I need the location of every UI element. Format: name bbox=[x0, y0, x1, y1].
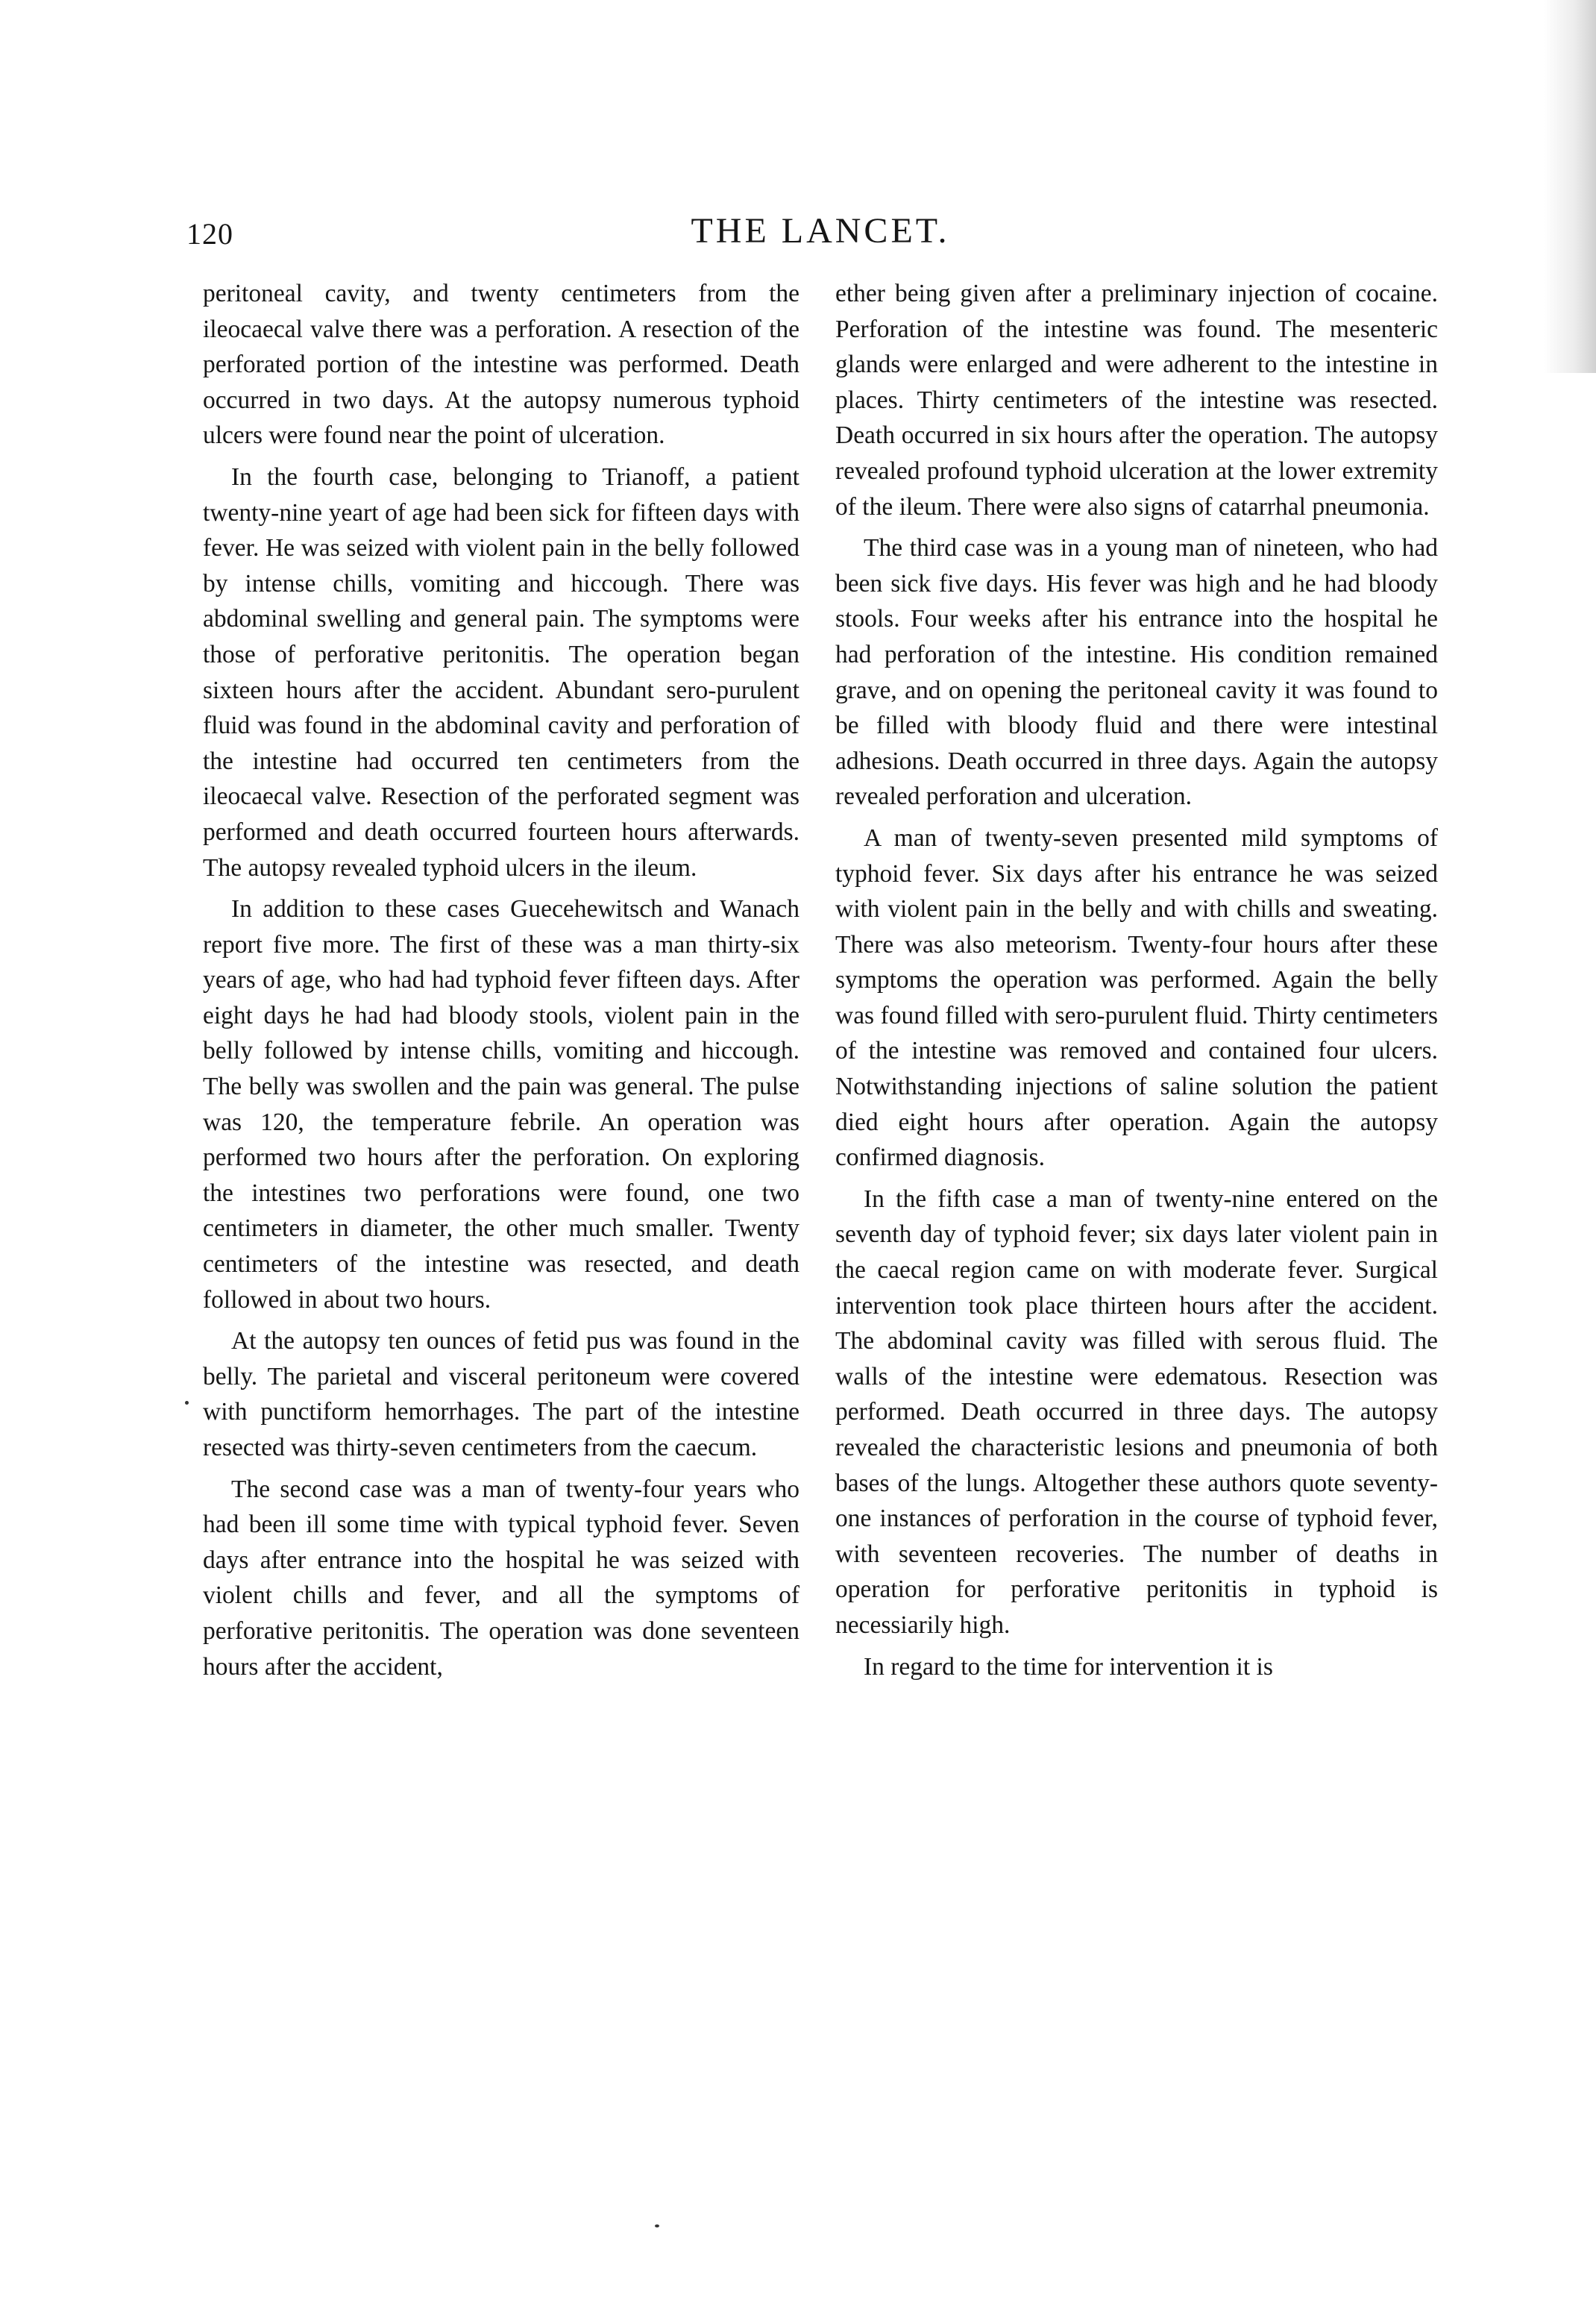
paragraph: The second case was a man of twenty-four years who had been ill some time with typical typhoid fever. Seven days after entrance into the hospital he was seized with violent chills and fever, and all the symptoms of perforative peritonitis. The operation was done seventeen hours after the accident, bbox=[203, 1475, 799, 1681]
paragraph: In regard to the time for intervention it is bbox=[864, 1652, 1273, 1681]
paragraph: At the autopsy ten ounces of fetid pus was found in the belly. The parietal and visceral peritoneum were covered with punctiform hemorrhages. The part of the intestine resected was thirty-seven centimeters from the caecum. bbox=[203, 1327, 799, 1461]
paragraph: In the fourth case, belonging to Trianoff, a patient twenty-nine yeart of age had been sick for fifteen days with fever. He was seized with violent pain in the belly followed by intense chills, vomiting and hiccough. There was abdominal swelling and general pain. The symptoms were those of perforative peritonitis. The operation began sixteen hours after the accident. Abundant sero-purulent fluid was found in the abdominal cavity and perforation of the intestine had occurred ten centimeters from the ileocaecal valve. Resection of the perforated segment was performed and death occurred fourteen hours afterwards. The autopsy revealed typhoid ulcers in the ileum. bbox=[203, 462, 799, 882]
left-column bbox=[203, 276, 799, 1690]
page-number: 120 bbox=[186, 217, 233, 251]
paragraph: peritoneal cavity, and twenty centimeters from the ileocaecal valve there was a perforation. A resection of the perforated portion of the intestine was performed. Death occurred in two days. At the autopsy numerous typhoid ulcers were found near the point of ulceration. bbox=[203, 280, 799, 450]
paragraph: In addition to these cases Guecehewitsch and Wanach report five more. The first of these was a man thirty-six years of age, who had had typhoid fever fifteen days. After eight days he had had bloody stools, violent pain in the belly followed by intense chills, vomiting and hiccough. The belly was swollen and the pain was general. The pulse was 120, the temperature febrile. An operation was performed two hours after the perforation. On exploring the intestines two perforations were found, one two centimeters in diameter, the other much smaller. Twenty centimeters of the intestine was resected, and death followed in about two hours. bbox=[203, 895, 799, 1314]
paragraph: In the fifth case a man of twenty-nine entered on the seventh day of typhoid fever; six days later violent pain in the caecal region came on with moderate fever. Surgical intervention took place thirteen hours after the accident. The abdominal cavity was filled with serous fluid. The walls of the intestine were edematous. Resection was performed. Death occurred in three days. The autopsy revealed the characteristic lesions and pneumonia of both bases of the lungs. Altogether these authors quote seventy-one instances of perforation in the course of typhoid fever, with seventeen recoveries. The number of deaths in operation for perforative peritonitis in typhoid is necessiarily high. bbox=[835, 1185, 1438, 1639]
paragraph: The third case was in a young man of nineteen, who had been sick five days. His fever was high and he had bloody stools. Four weeks after his entrance into the hospital he had perforation of the intestine. His condition remained grave, and on opening the peritoneal cavity it was found to be filled with bloody fluid and there were intestinal adhesions. Death occurred in three days. Again the autopsy revealed perforation and ulceration. bbox=[835, 534, 1438, 811]
running-title: THE LANCET. bbox=[691, 211, 950, 251]
paragraph: ether being given after a preliminary injection of cocaine. Perforation of the intestine was found. The mesenteric glands were enlarged and were adherent to the intestine in places. Thirty centimeters of the intestine was resected. Death occurred in six hours after the operation. The autopsy revealed profound typhoid ulceration at the lower extremity of the ileum. There were also signs of catarrhal pneumonia. bbox=[835, 280, 1438, 521]
right-column bbox=[835, 276, 1438, 1690]
ink-speck bbox=[655, 2224, 659, 2227]
paragraph: A man of twenty-seven presented mild symptoms of typhoid fever. Six days after his entrance he was seized with violent pain in the belly and with chills and sweating. There was also meteorism. Twenty-four hours after these symptoms the operation was performed. Again the belly was found filled with sero-purulent fluid. Thirty centimeters of the intestine was removed and contained four ulcers. Notwithstanding injections of saline solution the patient died eight hours after operation. Again the autopsy confirmed diagnosis. bbox=[835, 824, 1438, 1172]
ink-speck bbox=[185, 1401, 189, 1405]
scanned-page-edge bbox=[1544, 0, 1596, 373]
page-header bbox=[186, 210, 1454, 263]
